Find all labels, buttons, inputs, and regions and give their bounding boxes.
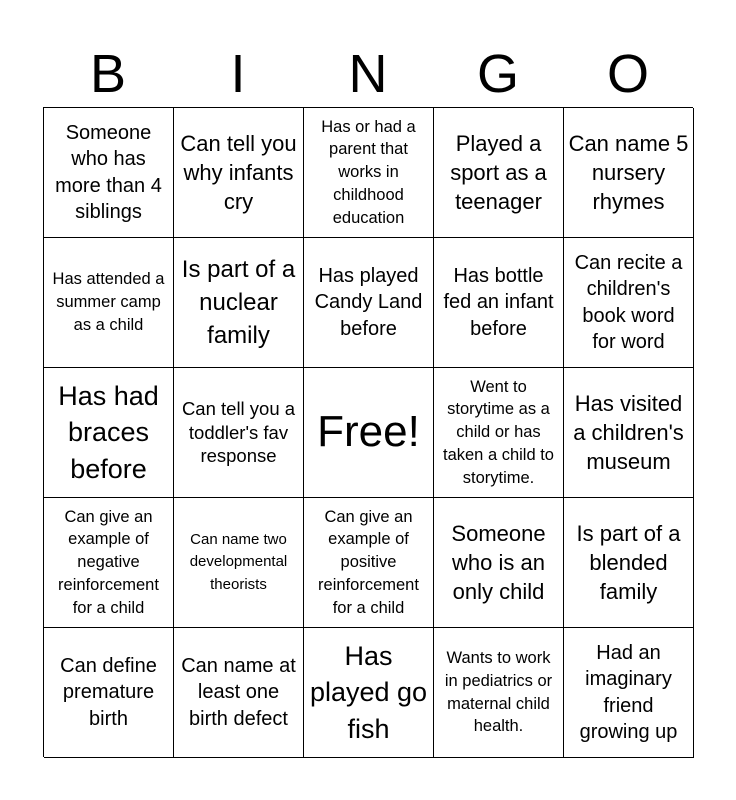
free-space-text: Free!	[317, 407, 420, 457]
cell-text: Can name two developmental theorists	[189, 530, 288, 593]
bingo-cell[interactable]	[44, 238, 174, 368]
bingo-cell[interactable]	[564, 238, 694, 368]
cell-text: Someone who has more than 4 siblings	[55, 121, 162, 223]
cell-text: Can name 5 nursery rhymes	[568, 130, 689, 215]
cell-text: Can name at least one birth defect	[181, 654, 296, 730]
bingo-cell[interactable]	[44, 628, 174, 758]
bingo-cell[interactable]	[174, 498, 304, 628]
cell-text: Is part of a nuclear family	[181, 255, 296, 350]
bingo-cell[interactable]	[564, 368, 694, 498]
bingo-cell[interactable]	[304, 628, 434, 758]
cell-text: Can give an example of positive reinforcement for a child	[318, 507, 419, 617]
bingo-cell[interactable]	[434, 498, 564, 628]
bingo-header	[43, 40, 693, 108]
cell-text: Went to storytime as a child or has taken a child to storytime.	[443, 377, 554, 487]
bingo-cell[interactable]	[174, 238, 304, 368]
bingo-cell[interactable]	[564, 108, 694, 238]
bingo-cell[interactable]	[304, 238, 434, 368]
header-letter-i: I	[230, 44, 246, 104]
cell-text: Has played go fish	[309, 640, 428, 744]
cell-text: Can recite a children's book word for word	[574, 251, 683, 353]
bingo-cell[interactable]	[304, 108, 434, 238]
cell-text: Wants to work in pediatrics or maternal child health.	[444, 648, 553, 736]
bingo-cell[interactable]	[564, 498, 694, 628]
bingo-cell[interactable]	[44, 108, 174, 238]
cell-text: Had an imaginary friend growing up	[579, 641, 678, 743]
bingo-cell[interactable]	[434, 238, 564, 368]
bingo-cell[interactable]	[44, 498, 174, 628]
free-space[interactable]	[304, 368, 434, 498]
header-letter-n: N	[348, 44, 388, 104]
bingo-cell[interactable]	[44, 368, 174, 498]
cell-text: Has visited a children's museum	[573, 390, 684, 475]
bingo-cell[interactable]	[434, 368, 564, 498]
cell-text: Played a sport as a teenager	[450, 130, 547, 215]
cell-text: Has attended a summer camp as a child	[52, 270, 165, 334]
bingo-cell[interactable]	[174, 628, 304, 758]
cell-text: Has or had a parent that works in childhood education	[321, 117, 416, 227]
cell-text: Is part of a blended family	[576, 520, 681, 605]
header-letter-b: B	[89, 44, 127, 104]
cell-text: Someone who is an only child	[451, 520, 546, 605]
bingo-cell[interactable]	[174, 368, 304, 498]
cell-text: Has bottle fed an infant before	[443, 264, 554, 340]
bingo-cell[interactable]	[564, 628, 694, 758]
bingo-cell[interactable]	[434, 628, 564, 758]
bingo-grid	[43, 107, 693, 757]
header-letter-o: O	[606, 44, 649, 104]
cell-text: Has played Candy Land before	[314, 264, 423, 340]
bingo-cell[interactable]	[174, 108, 304, 238]
header-letter-g: G	[476, 44, 519, 104]
cell-text: Has had braces before	[58, 380, 159, 484]
cell-text: Can tell you a toddler's fav response	[181, 397, 296, 467]
bingo-cell[interactable]	[304, 498, 434, 628]
cell-text: Can give an example of negative reinforcement for a child	[58, 507, 159, 617]
bingo-cell[interactable]	[434, 108, 564, 238]
cell-text: Can tell you why infants cry	[180, 130, 297, 215]
cell-text: Can define premature birth	[60, 654, 157, 730]
